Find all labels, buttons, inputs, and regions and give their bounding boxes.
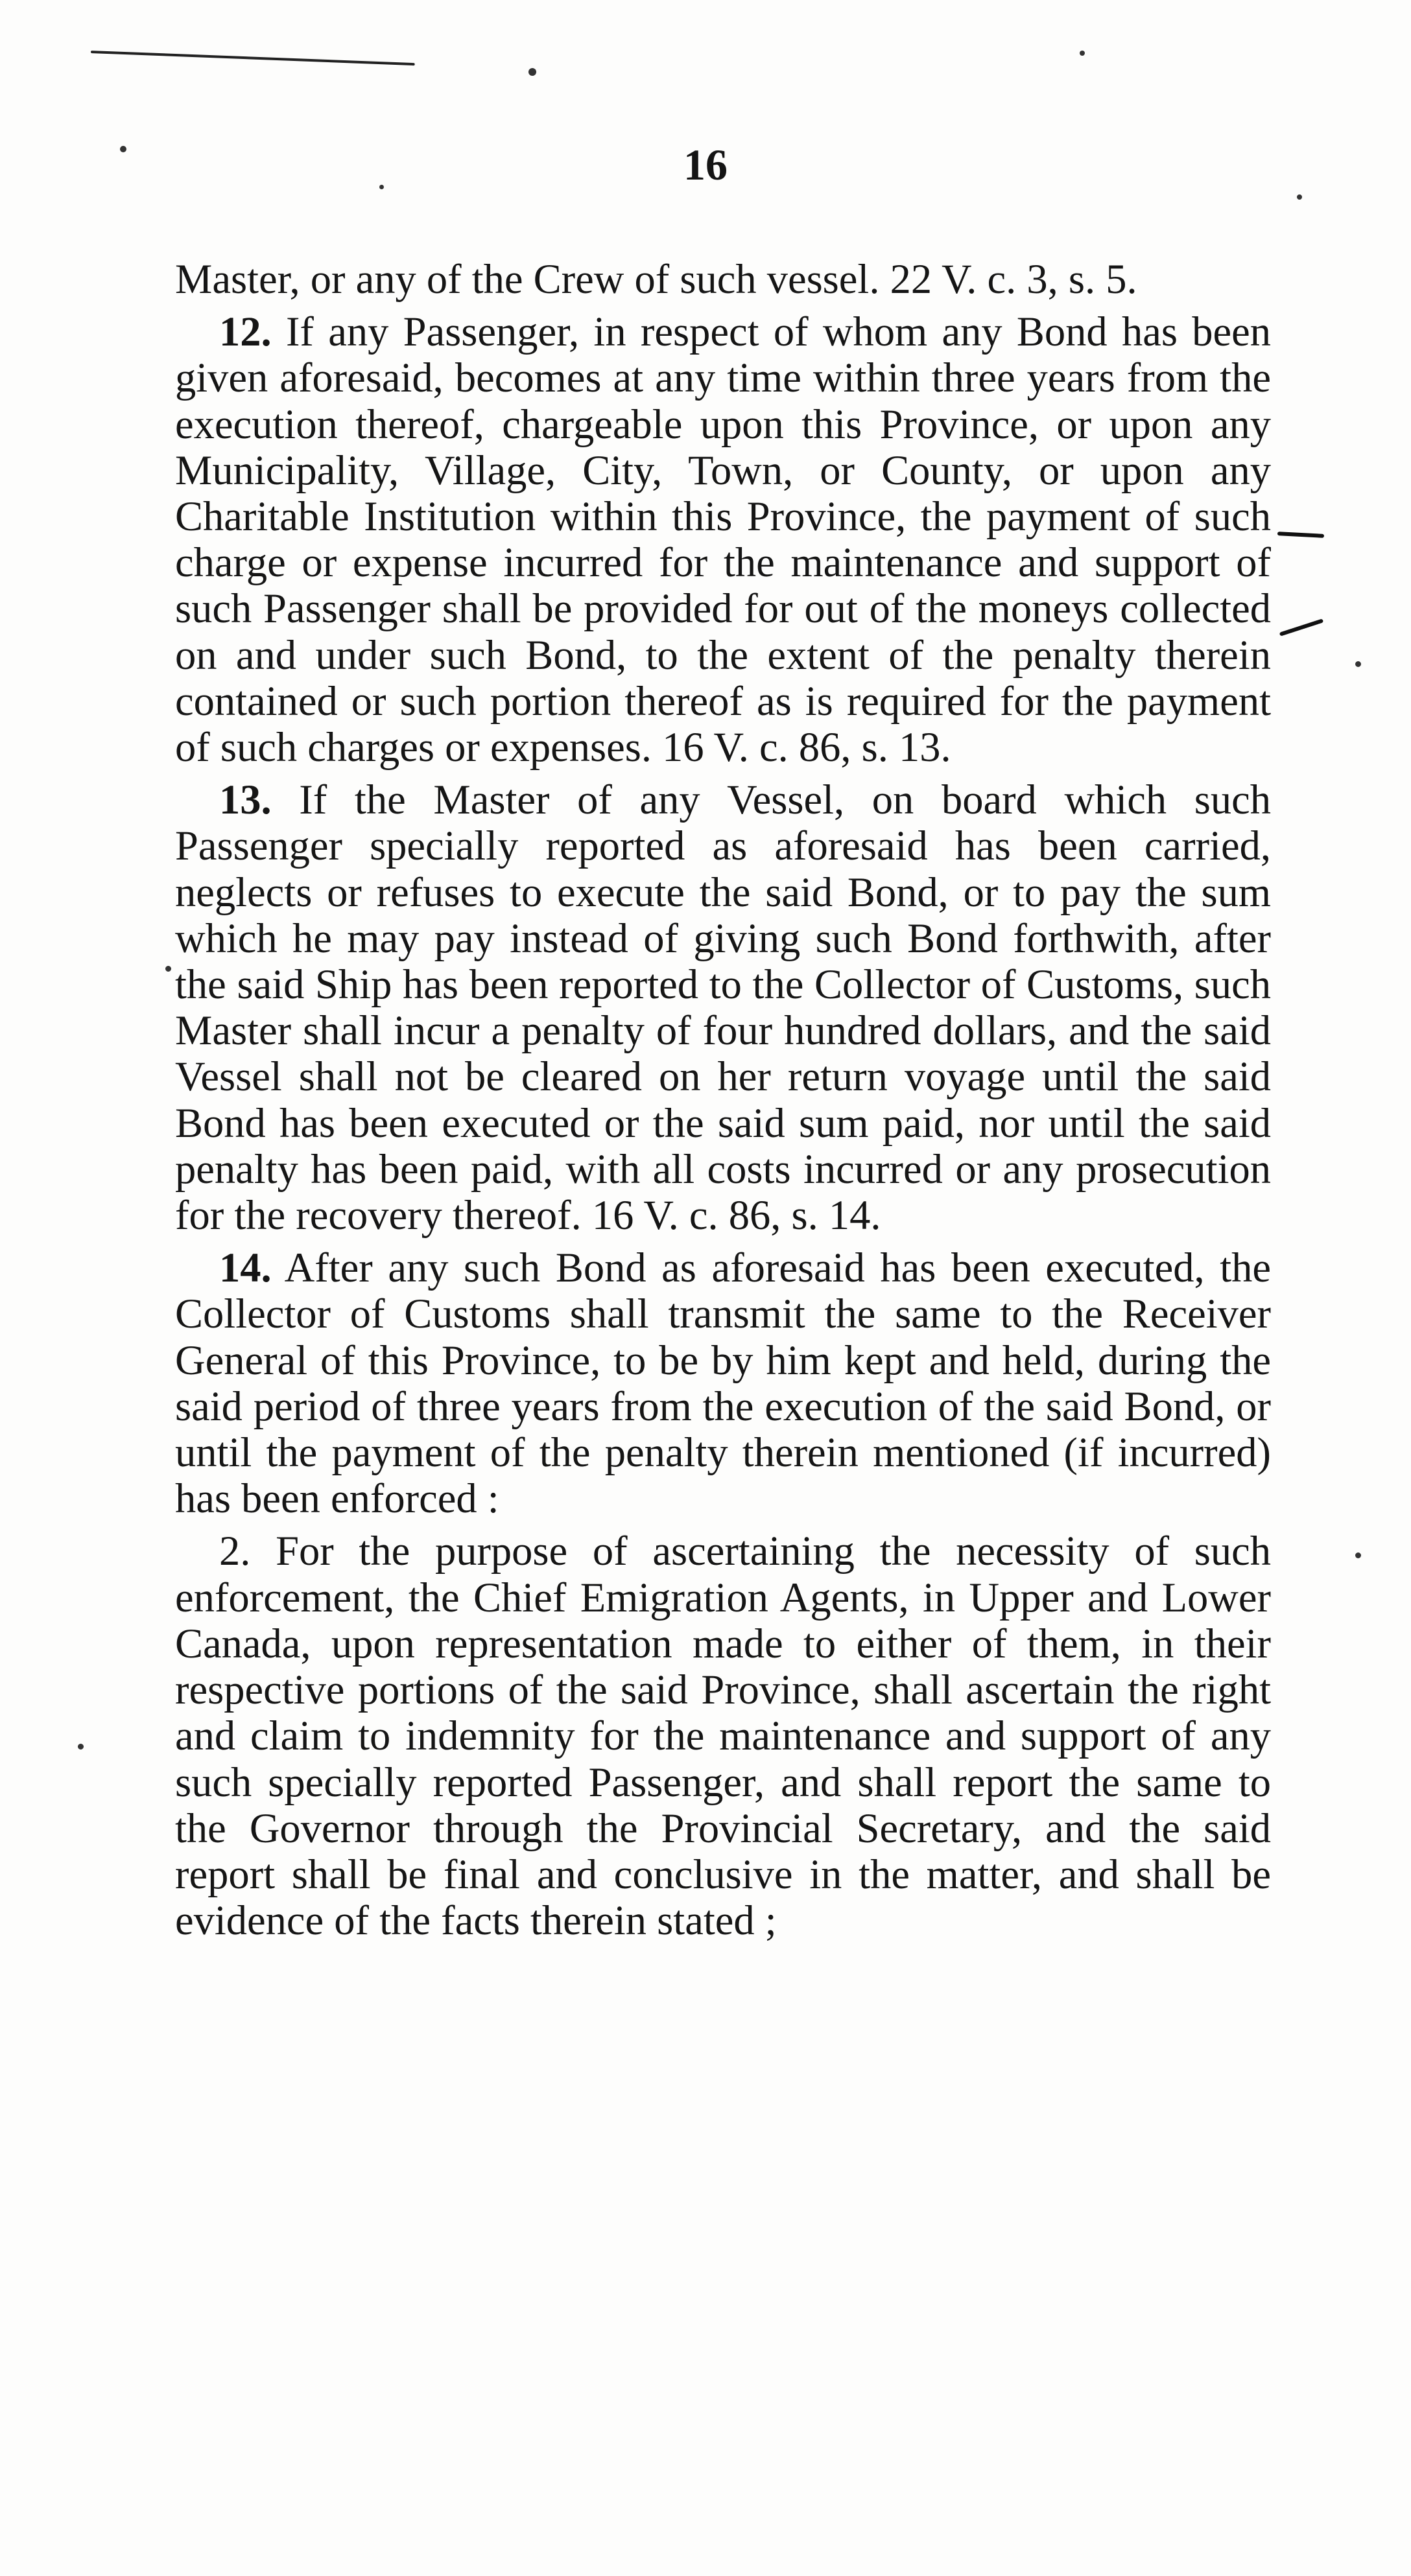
paragraph-continuation [175,256,1271,302]
section-number: 14. [219,1245,272,1291]
scan-speck [1080,51,1085,56]
paragraph-text: For the purpose of ascertaining the necessity of such enforcement, the Chief Emigration Agents, in Upper and Lower Canada, upon representation made to either of them, in their respective portions of the said Province, shall ascertain the right and claim to indemnity for the maintenance and support of any such specially reported Passenger, and shall report the same to the Governor through the Provincial Secretary, and the said report shall be final and conclusive in the matter, and shall be evidence of the facts therein stated ; [175,1528,1272,1944]
subsection-number: 2. [219,1528,251,1575]
section-number: 12. [219,309,272,355]
scan-speck [528,68,536,76]
section-number: 13. [219,777,272,823]
scan-speck [1355,1552,1361,1558]
paragraph-text: Master, or any of the Crew of such vessel. 22 V. c. 3, s. 5. [175,256,1137,302]
body-text [175,256,1271,1943]
margin-dash-mark [1279,618,1323,636]
subsection-14-2 [175,1528,1271,1943]
scan-speck [1355,661,1361,667]
paragraph-text: After any such Bond as aforesaid has been executed, the Collector of Customs shall transmit the same to the Receiver General of this Province, to be by him kept and held, during the said period of three years from the execution of the said Bond, or until the payment of the penalty therein mentioned (if incurred) has been enforced : [175,1245,1271,1522]
scan-speck [78,1744,84,1750]
section-12 [175,309,1271,770]
margin-dash-mark [1277,532,1324,538]
section-14 [175,1245,1271,1521]
paragraph-text: If any Passenger, in respect of whom any Bond has been given aforesaid, becomes at any time within three years from the execution thereof, chargeable upon this Province, or upon any Municipality, Village, City, Town, or County, or upon any Charitable Institution within this Province, the payment of such charge or expense incurred for the maintenance and support of such Passenger shall be provided for out of the moneys collected on and under such Bond, to the extent of the penalty therein contained or such portion thereof as is required for the payment of such charges or expenses. 16 V. c. 86, s. 13. [175,309,1272,771]
scan-speck [1297,194,1302,200]
scan-stroke-mark [91,51,415,65]
section-13 [175,777,1271,1238]
page-number: 16 [683,140,728,189]
scan-speck [165,966,171,972]
paragraph-text: If the Master of any Vessel, on board which such Passenger specially reported as aforesaid has been carried, neglects or refuses to execute the said Bond, or to pay the sum which he may pay instead of giving such Bond forthwith, after the said Ship has been reported to the Collector of Customs, such Master shall incur a penalty of four hundred dollars, and the said Vessel shall not be cleared on her return voyage until the said Bond has been executed or the said sum paid, nor until the said penalty has been paid, with all costs incurred or any prosecution for the recovery thereof. 16 V. c. 86, s. 14. [175,777,1271,1239]
